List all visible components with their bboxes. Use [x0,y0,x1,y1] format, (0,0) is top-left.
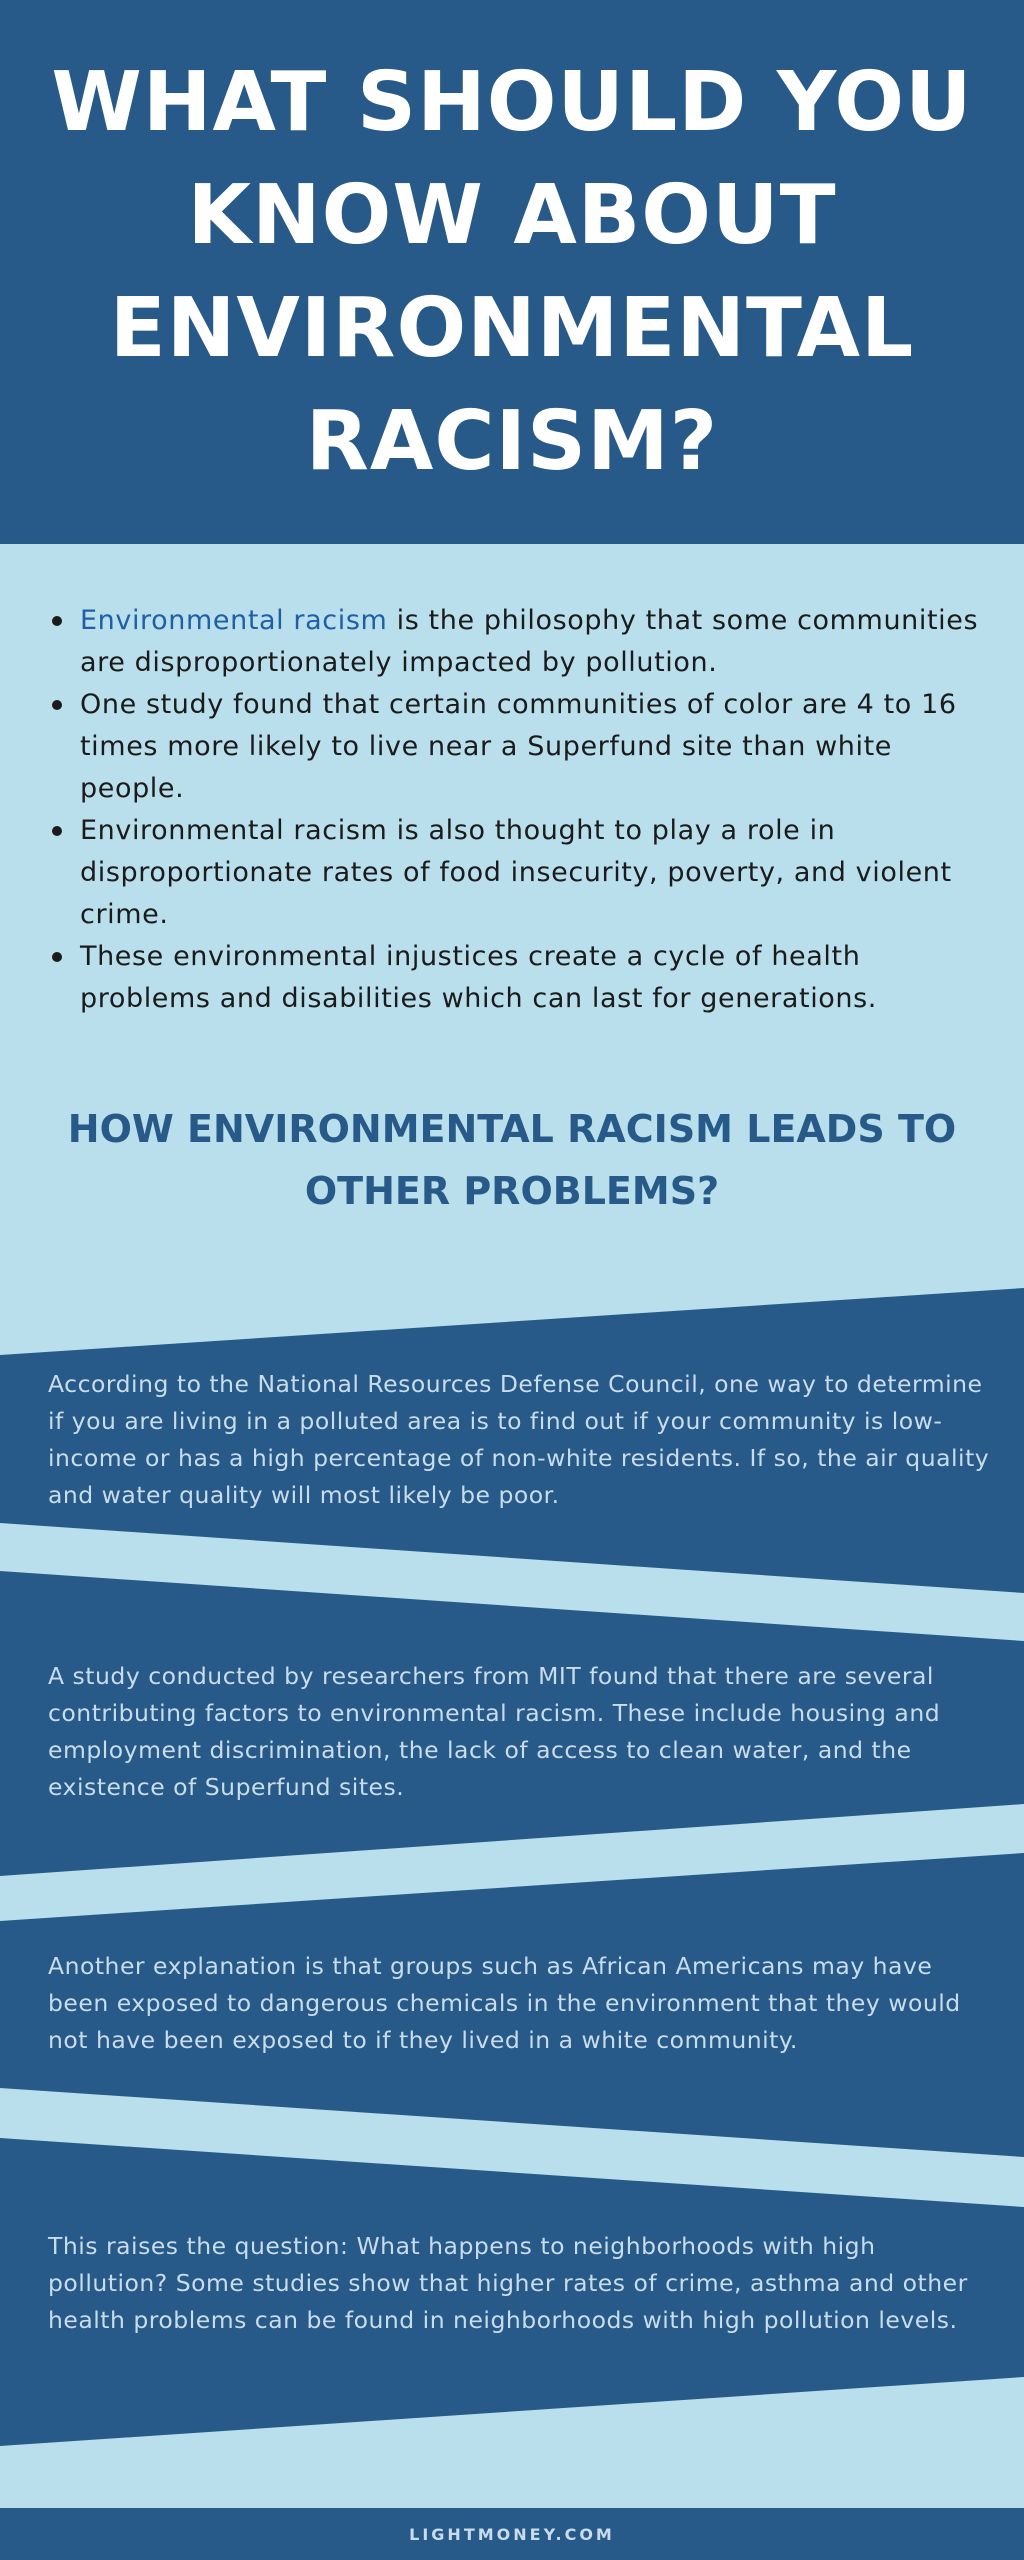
footer-site-label: LIGHTMONEY.COM [409,2524,615,2544]
section-heading: HOW ENVIRONMENTAL RACISM LEADS TO OTHER PROBLEMS? [67,1107,957,1213]
bullet-text: These environmental injustices create a cycle of health problems and disabilities which can last for generations. [80,941,877,1014]
panel-text-3: Another explanation is that groups such as African Americans may have been exposed to dangerous chemicals in the environment that they would not have been exposed to if they lived in a white community. [48,1952,961,2054]
page-title: WHAT SHOULD YOU KNOW ABOUT ENVIRONMENTAL RACISM? [51,55,973,489]
panel-text-2: A study conducted by researchers from MIT found that there are several contributing factors to environmental racism. These include housing and employment discrimination, the lack of access to clean water, and the existence of Superfund sites. [48,1662,941,1801]
bullet-text: is the philosophy that some communities are disproportionately impacted by pollution. [80,605,979,678]
panel-text-4: This raises the question: What happens to neighborhoods with high pollution? Some studies show that higher rates of crime, asthma and other health problems can be found in neighborhoods with high pollution levels. [48,2232,968,2334]
bullet-text: Environmental racism is also thought to play a role in disproportionate rates of food insecurity, poverty, and violent crime. [80,815,952,930]
footer-bar [0,2508,1024,2560]
bullet-text: One study found that certain communities of color are 4 to 16 times more likely to live near a Superfund site than white people. [80,689,957,804]
panel-text-1: According to the National Resources Defense Council, one way to determine if you are living in a polluted area is to find out if your community is low-income or has a high percentage of non-white residents. If so, the air quality and water quality will most likely be poor. [48,1370,990,1509]
environmental-racism-link[interactable]: Environmental racism [80,605,388,636]
